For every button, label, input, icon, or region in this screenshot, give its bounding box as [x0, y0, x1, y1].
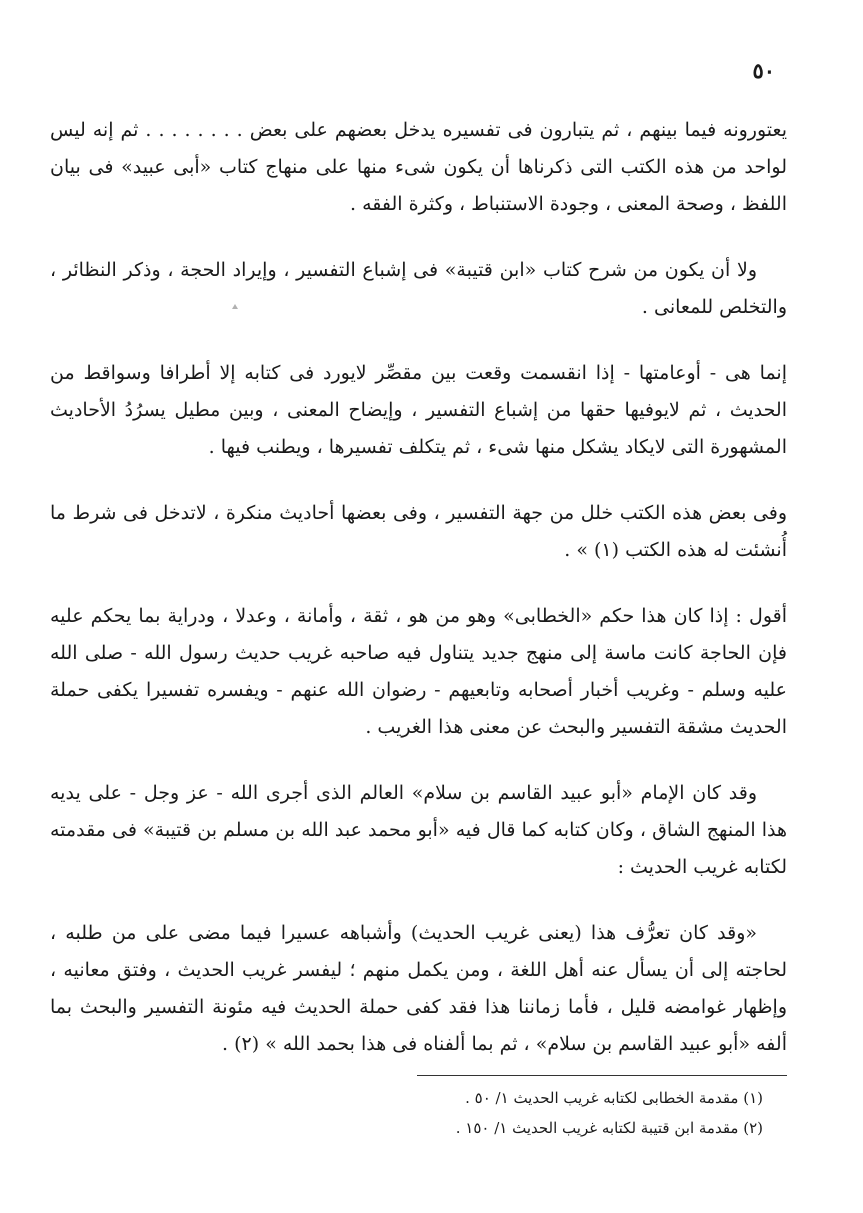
footnote-divider: [417, 1075, 787, 1076]
footnote-2: (٢) مقدمة ابن قتيبة لكتابه غريب الحديث ١/ ١٥٠ .: [455, 1119, 763, 1137]
paragraph-2: ولا أن يكون من شرح كتاب «ابن قتيبة» فى إشباع التفسير ، وإيراد الحجة ، وذكر النظائر ، والتخلص للمعانى .: [50, 259, 787, 318]
paragraph-7: «وقد كان تعرُّف هذا (يعنى غريب الحديث) وأشباهه عسيرا فيما مضى على من طلبه ، لحاجته إلى أن يسأل عنه أهل اللغة ، ومن يكمل منهم ؛ ليفسر غريب الحديث ، وفتق معانيه ، وإظهار غوامضه قليل ، فأما زماننا هذا فقد كفى حملة الحديث فيه مئونة التفسير والبحث بما ألفه «أبو عبيد القاسم بن سلام» ، ثم بما ألفناه فى هذا بحمد الله » (٢) .: [50, 922, 787, 1055]
paragraph-1: يعتورونه فيما بينهم ، ثم يتبارون فى تفسيره يدخل بعضهم على بعض . . . . . . . . ثم إنه ليس لواحد من هذه الكتب التى ذكرناها أن يكون شىء منها على منهاج كتاب «أبى عبيد» فى بيان اللفظ ، وصحة المعنى ، وجودة الاستنباط ، وكثرة الفقه .: [50, 119, 787, 215]
paragraph-3: إنما هى - أوعامتها - إذا انقسمت وقعت بين مقصِّر لايورد فى كتابه إلا أطرافا وسواقط من الحديث ، ثم لايوفيها حقها من إشباع التفسير ، وإيضاح المعنى ، وبين مطيل يسرُدُ الأحاديث المشهورة التى لايكاد يشكل منها شىء ، ثم يتكلف تفسيرها ، ويطنب فيها .: [50, 362, 787, 458]
body-text: [50, 112, 787, 1092]
ink-speck-icon: [230, 302, 240, 312]
paragraph-5: أقول : إذا كان هذا حكم «الخطابى» وهو من هو ، ثقة ، وأمانة ، وعدلا ، ودراية بما يحكم عليه فإن الحاجة كانت ماسة إلى منهج جديد يتناول فيه صاحبه غريب حديث رسول الله - صلى الله عليه وسلم - وغريب أخبار أصحابه وتابعيهم - رضوان الله عنهم - ويفسره تفسيرا يكفى حملة الحديث مشقة التفسير والبحث عن معنى هذا الغريب .: [50, 605, 787, 738]
paragraph-6: وقد كان الإمام «أبو عبيد القاسم بن سلام» العالم الذى أجرى الله - عز وجل - على يديه هذا المنهج الشاق ، وكان كتابه كما قال فيه «أبو محمد عبد الله بن مسلم بن قتيبة» فى مقدمته لكتابه غريب الحديث :: [50, 782, 787, 878]
footnote-1: (١) مقدمة الخطابى لكتابه غريب الحديث ١/ ٥٠ .: [465, 1089, 763, 1107]
paragraph-4: وفى بعض هذه الكتب خلل من جهة التفسير ، وفى بعضها أحاديث منكرة ، لاتدخل فى شرط ما أُنشئت له هذه الكتب (١) » .: [50, 502, 787, 561]
footnotes: [456, 1083, 763, 1143]
page-number: ٥٠: [752, 58, 775, 83]
